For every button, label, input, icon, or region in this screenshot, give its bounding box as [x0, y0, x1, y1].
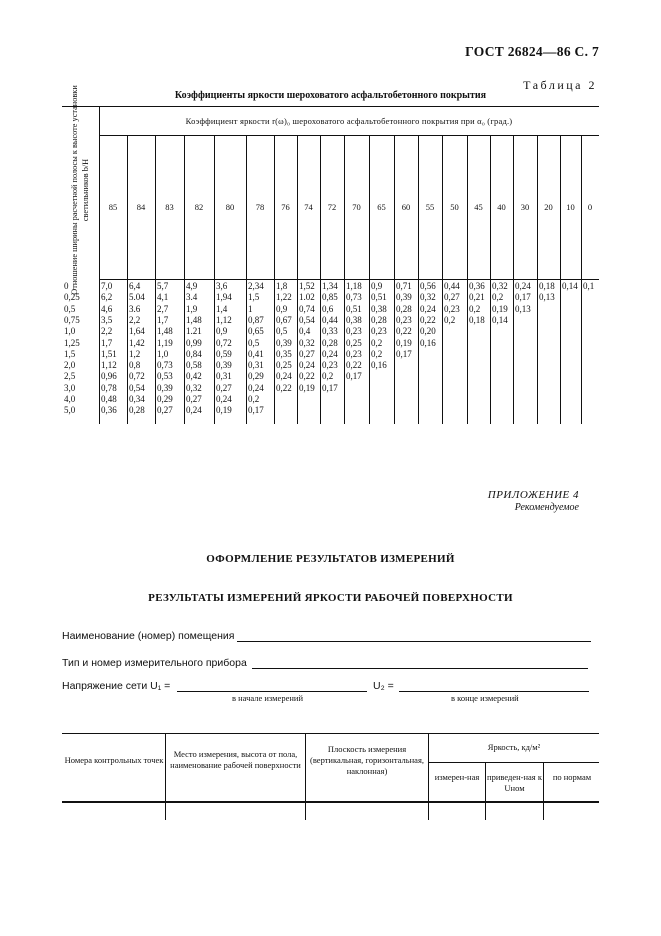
table-cell: 0,58 — [186, 360, 202, 371]
column-header-45: 45 — [474, 202, 483, 212]
table-cell: 1,52 — [299, 281, 315, 291]
appendix-status: Рекомендуемое — [514, 502, 579, 513]
table-cell: 0,25 — [276, 360, 292, 371]
table-cell: 1,7 — [101, 337, 113, 348]
table-cell: 0,32 — [299, 337, 315, 348]
table-cell: 0,14 — [562, 281, 578, 291]
table-column-divider — [320, 135, 321, 424]
field-device-line[interactable] — [252, 668, 588, 669]
row-label: 3,0 — [64, 382, 76, 393]
table-cell: 1.02 — [299, 292, 315, 303]
meas-col-divider-1 — [165, 733, 166, 820]
column-header-80: 80 — [225, 202, 235, 212]
caption-start: в начале измерений — [232, 693, 303, 703]
table-column-divider — [490, 135, 491, 424]
table-cell: 0,2 — [322, 371, 334, 382]
row-label: 0 — [64, 281, 69, 291]
table-cell: 0,28 — [322, 337, 338, 348]
table-cell: 0,31 — [248, 360, 264, 371]
table-cell: 0,23 — [371, 326, 387, 337]
table-cell: 1,8 — [276, 281, 288, 291]
table-cell: 3,5 — [101, 314, 113, 325]
table-cell: 0,72 — [216, 337, 232, 348]
meas-col-divider-3 — [428, 733, 429, 820]
column-header-40: 40 — [497, 202, 506, 212]
table-cell: 0,23 — [346, 348, 362, 359]
table-cell: 2,2 — [129, 314, 141, 325]
table-cell: 3.6 — [129, 303, 141, 314]
column-header-20: 20 — [544, 202, 553, 212]
table-cell: 0,2 — [371, 348, 383, 359]
table-cell: 5.04 — [129, 292, 145, 303]
table-cell: 1,51 — [101, 348, 117, 359]
table-cell: 0,19 — [492, 303, 508, 314]
table-cell: 1,5 — [248, 292, 260, 303]
row-label: 1,25 — [64, 337, 80, 348]
table-cell: 0,53 — [157, 371, 173, 382]
table-cell: 0,19 — [396, 337, 412, 348]
table-cell: 0,14 — [492, 314, 508, 325]
table-cell: 0,36 — [101, 405, 117, 416]
table-cell: 0,22 — [299, 371, 315, 382]
table-column-divider — [274, 135, 275, 424]
table-cell: 0,65 — [248, 326, 264, 337]
meas-col-divider-2 — [305, 733, 306, 820]
table-cell: 1,9 — [186, 303, 198, 314]
table-cell: 0,28 — [396, 303, 412, 314]
table-cell: 0,4 — [299, 326, 311, 337]
table-cell: 0,78 — [101, 382, 117, 393]
table-header-separator — [99, 135, 599, 136]
column-header-72: 72 — [327, 202, 337, 212]
table-cell: 1,18 — [346, 281, 362, 291]
table-cell: 1,12 — [216, 314, 232, 325]
table-cell: 0,24 — [322, 348, 338, 359]
table-cell: 0,73 — [346, 292, 362, 303]
table-cell: 1,12 — [101, 360, 117, 371]
table-cell: 4,6 — [101, 303, 113, 314]
table-cell: 0,96 — [101, 371, 117, 382]
table-cell: 0,16 — [371, 360, 387, 371]
table-cell: 0,17 — [322, 382, 338, 393]
table-column-divider — [537, 135, 538, 424]
column-header-84: 84 — [136, 202, 146, 212]
table-cell: 0,24 — [276, 371, 292, 382]
row-label: 4,0 — [64, 394, 76, 404]
table-cell: 1,94 — [216, 292, 232, 303]
table-cell: 0,9 — [216, 326, 228, 337]
meas-col2-header: Место измерения, высота от пола, наименование рабочей поверхности — [170, 749, 301, 770]
table-cell: 0,17 — [346, 371, 362, 382]
column-header-78: 78 — [255, 202, 265, 212]
table-cell: 0,2 — [248, 394, 260, 404]
table-cell: 0,13 — [515, 303, 531, 314]
table-header-bottom — [99, 279, 599, 280]
table-cell: 0,56 — [420, 281, 436, 291]
table-cell: 0,87 — [248, 314, 264, 325]
table-cell: 0,42 — [186, 371, 202, 382]
table-cell: 0,32 — [186, 382, 202, 393]
table-cell: 1,42 — [129, 337, 145, 348]
table-cell: 0,84 — [186, 348, 202, 359]
table-cell: 0,67 — [276, 314, 292, 325]
table-cell: 0,9 — [371, 281, 383, 291]
table-cell: 0,44 — [444, 281, 460, 291]
table-cell: 1,0 — [157, 348, 169, 359]
table-cell: 0,28 — [129, 405, 145, 416]
table-cell: 0,24 — [186, 405, 202, 416]
table-cell: 0,2 — [371, 337, 383, 348]
column-header-50: 50 — [450, 202, 459, 212]
column-header-30: 30 — [520, 202, 530, 212]
subsection-heading: РЕЗУЛЬТАТЫ ИЗМЕРЕНИЙ ЯРКОСТИ РАБОЧЕЙ ПОВЕРХНОСТИ — [148, 592, 513, 604]
row-label: 1,0 — [64, 326, 76, 337]
column-header-83: 83 — [165, 202, 174, 212]
table-cell: 0,71 — [396, 281, 412, 291]
table-cell: 0,51 — [346, 303, 362, 314]
table-cell: 0,51 — [371, 292, 387, 303]
table-cell: 0,34 — [129, 394, 145, 404]
table-cell: 0,54 — [129, 382, 145, 393]
table-cell: 0,23 — [444, 303, 460, 314]
table-column-divider — [467, 135, 468, 424]
field-u2-line[interactable] — [399, 691, 589, 692]
table-cell: 0,24 — [216, 394, 232, 404]
field-device-label: Тип и номер измерительного прибора — [62, 657, 247, 669]
caption-end: в конце измерений — [451, 693, 519, 703]
table-cell: 1.21 — [186, 326, 202, 337]
table-cell: 0,31 — [216, 371, 232, 382]
row-label: 5,0 — [64, 405, 76, 416]
table-cell: 0,27 — [299, 348, 315, 359]
table-cell: 0,17 — [515, 292, 531, 303]
table-top-border — [62, 106, 599, 107]
table-cell: 0,38 — [371, 303, 387, 314]
row-label: 0,75 — [64, 314, 80, 325]
table-cell: 0,29 — [248, 371, 264, 382]
table-cell: 6,4 — [129, 281, 141, 291]
table-cell: 0,2 — [444, 314, 456, 325]
table-cell: 0,16 — [420, 337, 436, 348]
table-cell: 4,9 — [186, 281, 198, 291]
column-header-10: 10 — [566, 202, 575, 212]
table-cell: 0,54 — [299, 314, 315, 325]
table-row-header-divider — [99, 106, 100, 424]
table-cell: 5,7 — [157, 281, 169, 291]
row-label: 2,0 — [64, 360, 76, 371]
meas-sub2-header: приведен-ная к Uном — [487, 772, 542, 793]
table-cell: 0,73 — [157, 360, 173, 371]
column-header-76: 76 — [281, 202, 290, 212]
table-cell: 0,22 — [346, 360, 362, 371]
meas-col4-header: Яркость, кд/м² — [487, 742, 541, 752]
table-cell: 0,25 — [346, 337, 362, 348]
table-column-divider — [394, 135, 395, 424]
row-label: 0,25 — [64, 292, 80, 303]
appendix-label: ПРИЛОЖЕНИЕ 4 — [487, 489, 579, 501]
table-cell: 0,22 — [276, 382, 292, 393]
table-cell: 1,34 — [322, 281, 338, 291]
table-column-divider — [513, 135, 514, 424]
table-cell: 0,23 — [396, 314, 412, 325]
table-column-divider — [581, 135, 582, 424]
meas-col1-header: Номера контрольных точек — [64, 755, 164, 765]
table-cell: 0,44 — [322, 314, 338, 325]
table-cell: 0,32 — [420, 292, 436, 303]
table-cell: 0,29 — [157, 394, 173, 404]
table-cell: 0,32 — [492, 281, 508, 291]
table-cell: 0,39 — [216, 360, 232, 371]
table-cell: 1,22 — [276, 292, 292, 303]
column-header-55: 55 — [425, 202, 435, 212]
table-cell: 0,99 — [186, 337, 202, 348]
table-cell: 0,39 — [276, 337, 292, 348]
column-header-74: 74 — [304, 202, 313, 212]
meas-col-divider-4 — [485, 762, 486, 820]
table-cell: 0,39 — [157, 382, 173, 393]
table-cell: 3,6 — [216, 281, 228, 291]
table-cell: 0,24 — [515, 281, 531, 291]
table-cell: 1,19 — [157, 337, 173, 348]
coefficient-header: Коэффициент яркости r(ω)₀ шероховатого асфальтобетонного покрытия при α₀ (град.) — [185, 116, 513, 126]
table-cell: 0,27 — [444, 292, 460, 303]
table-column-divider — [344, 135, 345, 424]
meas-table-sub-sep — [428, 762, 599, 763]
meas-table-header-bottom — [62, 801, 599, 803]
meas-sub1-header: измерен-ная — [434, 772, 480, 782]
row-header-rotated: Отношение ширины расчетной полосы к высоте установки светильников b/H — [70, 85, 90, 295]
table-cell: 0,19 — [216, 405, 232, 416]
table-cell: 0,59 — [216, 348, 232, 359]
table-column-divider — [297, 135, 298, 424]
table-cell: 0,28 — [371, 314, 387, 325]
table-cell: 0,23 — [346, 326, 362, 337]
table-cell: 0,21 — [469, 292, 485, 303]
table-cell: 3.4 — [186, 292, 198, 303]
table-cell: 0,5 — [248, 337, 260, 348]
column-header-82: 82 — [194, 202, 204, 212]
section-heading: ОФОРМЛЕНИЕ РЕЗУЛЬТАТОВ ИЗМЕРЕНИЙ — [206, 553, 455, 565]
column-header-0: 0 — [587, 202, 593, 212]
table-cell: 0,39 — [396, 292, 412, 303]
table-cell: 0,18 — [469, 314, 485, 325]
table-cell: 0,5 — [276, 326, 288, 337]
row-label: 2,5 — [64, 371, 76, 382]
table-cell: 0,74 — [299, 303, 315, 314]
meas-table-top — [62, 733, 599, 734]
table-cell: 0,22 — [420, 314, 436, 325]
table-column-divider — [184, 135, 185, 424]
table-cell: 0,2 — [492, 292, 504, 303]
table-cell: 0,85 — [322, 292, 338, 303]
table-cell: 2,34 — [248, 281, 264, 291]
table-cell: 1,48 — [186, 314, 202, 325]
column-header-85: 85 — [108, 202, 118, 212]
table-cell: 0,33 — [322, 326, 338, 337]
page-header: ГОСТ 26824—86 С. 7 — [465, 44, 599, 59]
column-header-65: 65 — [377, 202, 386, 212]
field-room-label: Наименование (номер) помещения — [62, 630, 235, 642]
table-cell: 0,27 — [157, 405, 173, 416]
table-column-divider — [127, 135, 128, 424]
table-label: Таблица 2 — [523, 78, 597, 92]
field-voltage-label: Напряжение сети U₁ = — [62, 680, 171, 692]
table-column-divider — [155, 135, 156, 424]
column-header-70: 70 — [352, 202, 361, 212]
table-cell: 0,6 — [322, 303, 334, 314]
table-cell: 0,23 — [322, 360, 338, 371]
meas-sub3-header: по нормам — [552, 772, 592, 782]
row-label: 0,5 — [64, 303, 76, 314]
column-header-60: 60 — [401, 202, 411, 212]
table-cell: 0,13 — [539, 292, 555, 303]
table-cell: 0,38 — [346, 314, 362, 325]
meas-col3-header: Плоскость измерения (вертикальная, горизонтальная, наклонная) — [310, 744, 424, 776]
table-cell: 0,19 — [299, 382, 315, 393]
table-cell: 0,8 — [129, 360, 141, 371]
table-cell: 0,9 — [276, 303, 288, 314]
table-cell: 0,72 — [129, 371, 145, 382]
table-cell: 0,41 — [248, 348, 264, 359]
table-cell: 0,36 — [469, 281, 485, 291]
field-u1-line[interactable] — [177, 691, 367, 692]
table-cell: 0,48 — [101, 394, 117, 404]
table-cell: 6,2 — [101, 292, 113, 303]
table-cell: 1,2 — [129, 348, 141, 359]
table-column-divider — [560, 135, 561, 424]
table-cell: 0,2 — [469, 303, 481, 314]
table-cell: 0,18 — [539, 281, 555, 291]
table-cell: 2,7 — [157, 303, 169, 314]
field-u2-label: U₂ = — [373, 680, 394, 692]
table-cell: 1,4 — [216, 303, 228, 314]
table-cell: 0,1 — [583, 281, 595, 291]
field-room-line[interactable] — [237, 641, 591, 642]
table-cell: 0,20 — [420, 326, 436, 337]
table-cell: 7,0 — [101, 281, 113, 291]
table-column-divider — [369, 135, 370, 424]
table-cell: 0,17 — [396, 348, 412, 359]
table-cell: 0,22 — [396, 326, 412, 337]
table-cell: 0,24 — [248, 382, 264, 393]
table-cell: 2,2 — [101, 326, 113, 337]
table-cell: 0,24 — [299, 360, 315, 371]
meas-col-divider-5 — [543, 762, 544, 820]
table-title: Коэффициенты яркости шероховатого асфальтобетонного покрытия — [174, 90, 487, 101]
table-cell: 0,24 — [420, 303, 436, 314]
table-cell: 0,35 — [276, 348, 292, 359]
table-column-divider — [246, 135, 247, 424]
table-column-divider — [214, 135, 215, 424]
table-cell: 0,17 — [248, 405, 264, 416]
table-cell: 1,48 — [157, 326, 173, 337]
table-cell: 1 — [248, 303, 253, 314]
table-cell: 0,27 — [216, 382, 232, 393]
table-cell: 1,64 — [129, 326, 145, 337]
table-cell: 0,27 — [186, 394, 202, 404]
table-column-divider — [442, 135, 443, 424]
table-cell: 1,7 — [157, 314, 169, 325]
row-label: 1,5 — [64, 348, 76, 359]
table-column-divider — [418, 135, 419, 424]
table-cell: 4,1 — [157, 292, 169, 303]
